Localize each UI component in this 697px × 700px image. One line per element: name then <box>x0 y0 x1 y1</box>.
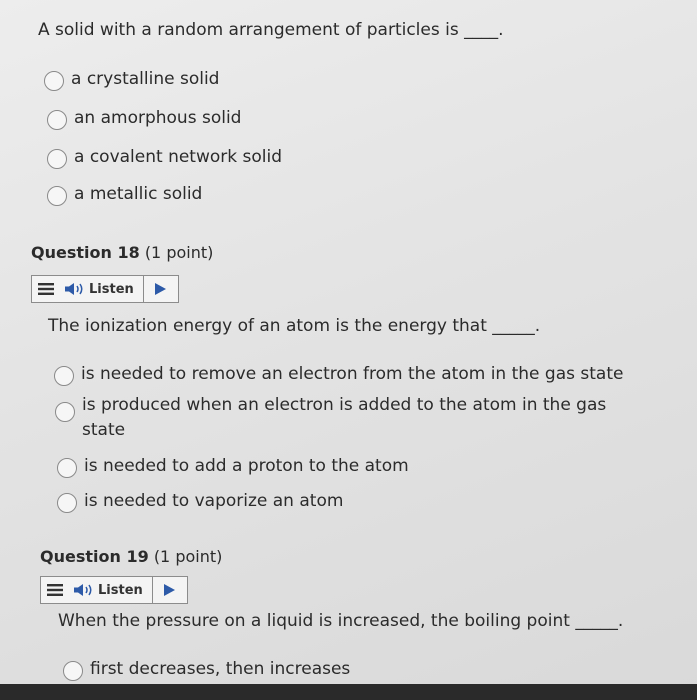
q18-option-2[interactable] <box>55 396 627 443</box>
speaker-icon <box>64 282 86 296</box>
radio-button[interactable] <box>57 493 77 513</box>
option-label: is needed to vaporize an atom <box>84 491 344 511</box>
question-points: (1 point) <box>144 243 214 262</box>
q17-option-4[interactable] <box>47 185 202 207</box>
q18-option-3[interactable] <box>57 457 409 479</box>
speaker-icon <box>73 583 95 597</box>
listen-button[interactable] <box>69 577 153 603</box>
question-points: (1 point) <box>153 547 223 566</box>
option-label: an amorphous solid <box>74 108 242 128</box>
listen-widget <box>31 275 179 303</box>
q18-option-1[interactable] <box>54 365 623 387</box>
question-19-text: When the pressure on a liquid is increased, the boiling point _____. <box>58 611 624 631</box>
q17-option-3[interactable] <box>47 148 282 170</box>
option-label: is produced when an electron is added to the atom in the gas state <box>82 395 607 440</box>
radio-button[interactable] <box>55 402 75 422</box>
question-number: Question 19 <box>40 547 149 566</box>
radio-button[interactable] <box>47 110 67 130</box>
radio-button[interactable] <box>63 661 83 681</box>
radio-button[interactable] <box>57 458 77 478</box>
option-label: a metallic solid <box>74 184 203 204</box>
menu-icon[interactable] <box>41 577 69 603</box>
listen-widget <box>40 576 188 604</box>
question-number: Question 18 <box>31 243 140 262</box>
q18-option-4[interactable] <box>57 492 343 514</box>
listen-label: Listen <box>98 582 143 598</box>
q17-option-2[interactable] <box>47 109 241 131</box>
option-label: a crystalline solid <box>71 69 220 89</box>
play-icon[interactable] <box>153 577 187 603</box>
question-17-text: A solid with a random arrangement of particles is ____. <box>38 20 504 40</box>
listen-label: Listen <box>89 281 134 297</box>
radio-button[interactable] <box>54 366 74 386</box>
question-19-heading <box>40 547 222 566</box>
radio-button[interactable] <box>47 149 67 169</box>
question-18-heading <box>31 243 213 262</box>
option-label: first decreases, then increases <box>90 659 351 679</box>
q17-option-1[interactable] <box>44 70 219 92</box>
q19-option-1[interactable] <box>63 660 350 682</box>
screen-bottom-edge <box>0 684 697 700</box>
play-icon[interactable] <box>144 276 178 302</box>
listen-button[interactable] <box>60 276 144 302</box>
question-18-text: The ionization energy of an atom is the energy that _____. <box>48 316 541 336</box>
option-label: a covalent network solid <box>74 147 283 167</box>
radio-button[interactable] <box>47 186 67 206</box>
option-label: is needed to add a proton to the atom <box>84 456 409 476</box>
menu-icon[interactable] <box>32 276 60 302</box>
radio-button[interactable] <box>44 71 64 91</box>
option-label: is needed to remove an electron from the atom in the gas state <box>81 364 624 384</box>
